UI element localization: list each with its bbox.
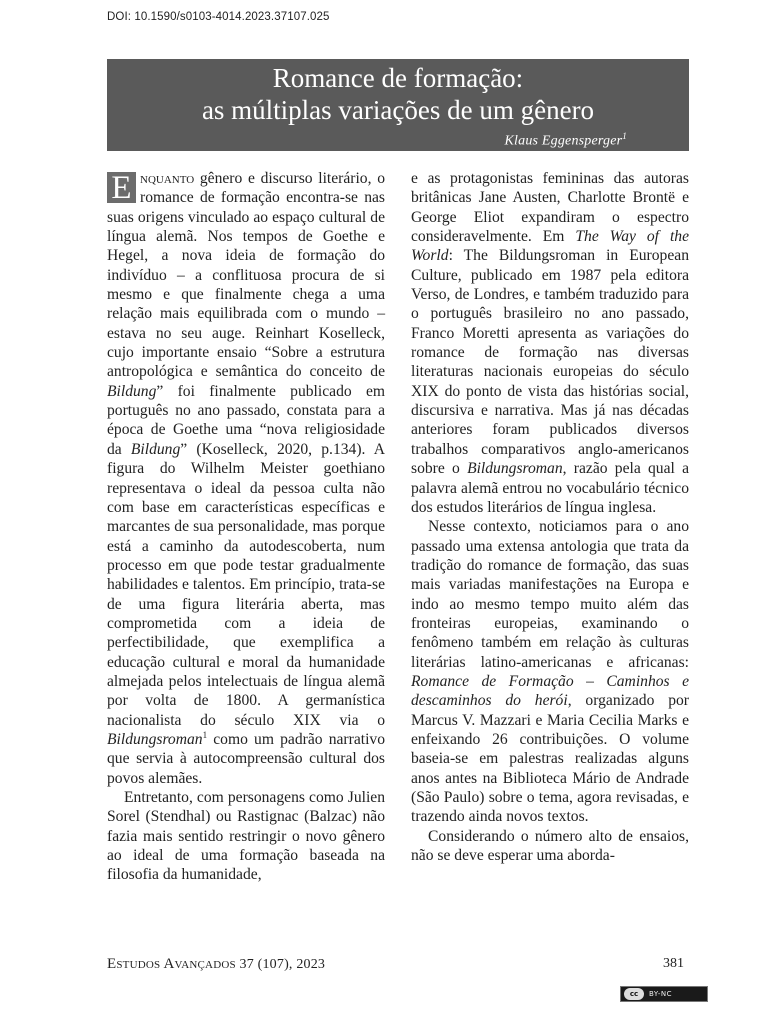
text-run: , organizado por Marcus V. Mazzari e Maria Cecilia Marks e enfeixando 26 contribuições. O volume baseia-se em palestras realizadas alguns anos antes na Biblioteca Mário de Andrade (São Paulo) sobre o tema, agora revisadas, e trazendo ainda novos textos. — [411, 692, 689, 826]
journal-name: Estudos Avançados — [107, 956, 236, 972]
right-paragraph-2 — [411, 517, 689, 827]
footer-journal — [107, 956, 325, 973]
text-run: Nesse contexto, noticiamos para o ano passado uma extensa antologia que trata da tradição do romance de formação, das suas mais variadas manifestações na Europa e indo ao mesmo tempo muito além das fronteiras europeias, examinando o fenômeno também em relação às culturas literárias latino-americanas e africanas: — [411, 518, 689, 671]
author-byline — [505, 131, 628, 150]
left-paragraph-2: Entretanto, com personagens como Julien Sorel (Stendhal) ou Rastignac (Balzac) não fazia mais sentido restringir o novo gênero ao ideal de uma formação baseada na filosofia da humanidade, — [107, 789, 385, 884]
text-run: e as protagonistas femininas das autoras britânicas Jane Austen, Charlotte Brontë e George Eliot expandiram o espectro consideravelmente. Em — [411, 170, 689, 246]
left-column — [107, 169, 385, 885]
left-paragraph-1 — [107, 169, 385, 788]
text-run: : The Bildungsroman in European Culture, publicado em 1987 pela editora Verso, de Londres, e também traduzido para o português brasileiro no ano passado, Franco Moretti apresenta as variações do romance de formação nas diversas literaturas nacionais europeias do século XIX do ponto de vista das histórias social, discursiva e narrativa. Mas já nas décadas anteriores foram publicados diversos trabalhos comparativos anglo-americanos sobre o — [411, 247, 689, 478]
right-paragraph-3: Considerando o número alto de ensaios, não se deve esperar uma aborda- — [411, 827, 689, 865]
text-run: como um padrão narrativo que servia à autocompreensão cultural dos povos alemães. — [107, 730, 385, 787]
article-title-line-2: as múltiplas variações de um gênero — [201, 95, 595, 125]
author-name: Klaus Eggensperger — [504, 133, 623, 149]
title-band — [107, 59, 689, 151]
italic-title: The Way of the World — [411, 228, 690, 265]
creative-commons-icon: cc — [624, 988, 644, 1000]
author-footnote-mark: 1 — [622, 131, 627, 141]
italic-title: Romance de Formação – Caminhos e descaminhos do herói — [411, 672, 689, 710]
text-run: , razão pela qual a palavra alemã entrou no vocabulário técnico dos estudos literários de língua inglesa. — [411, 460, 689, 516]
article-title-line-1: Romance de formação: — [272, 63, 524, 93]
lead-smallcaps: nquanto — [140, 170, 195, 187]
page-number: 381 — [663, 956, 684, 971]
journal-issue: 37 (107), 2023 — [235, 957, 326, 972]
italic-term: Bildungsroman — [467, 460, 563, 478]
text-run: ” (Koselleck, 2020, p.134). A figura do Wilhelm Meister goethiano representava o ideal da pessoa culta não com base em características específicas e marcantes de sua personalidade, mas porque está a caminho da autodescoberta, num processo em que pode testar gradualmente habilidades e talentos. Em princípio, trata-se de uma figura literária aberta, mas comprometida com a ideia de perfectibilidade, que exemplifica a educação cultural e moral da humanidade almejada pelos intelectuais de língua alemã por volta de 1800. A germanística nacionalista do século XIX via o — [107, 440, 385, 729]
text-run: gênero e discurso literário, o romance de formação encontra-se nas suas origens vinculado ao espaço cultural de língua alemã. Nos tempos de Goethe e Hegel, a nova ideia de formação do indivíduo – a conflituosa procura de si mesmo e que finalmente chega a uma relação mais equilibrada com o mundo – estava no seu auge. Reinhart Koselleck, cujo importante ensaio “Sobre a estrutura antropológica e semântica do conceito de — [107, 170, 385, 381]
doi: DOI: 10.1590/s0103-4014.2023.37107.025 — [107, 11, 330, 23]
license-label: BY-NC — [649, 990, 673, 998]
right-column — [411, 169, 689, 865]
italic-term: Bildungsroman — [107, 730, 203, 748]
text-run: ” foi finalmente publicado em português no ano passado, constata para a época de Goethe uma “nova religiosidade da — [107, 382, 385, 458]
footnote-mark: 1 — [202, 729, 208, 740]
italic-term: Bildung — [130, 440, 181, 458]
italic-term: Bildung — [107, 382, 157, 400]
drop-cap: E — [107, 172, 136, 203]
right-paragraph-1 — [411, 169, 689, 517]
license-badge[interactable] — [620, 986, 708, 1002]
